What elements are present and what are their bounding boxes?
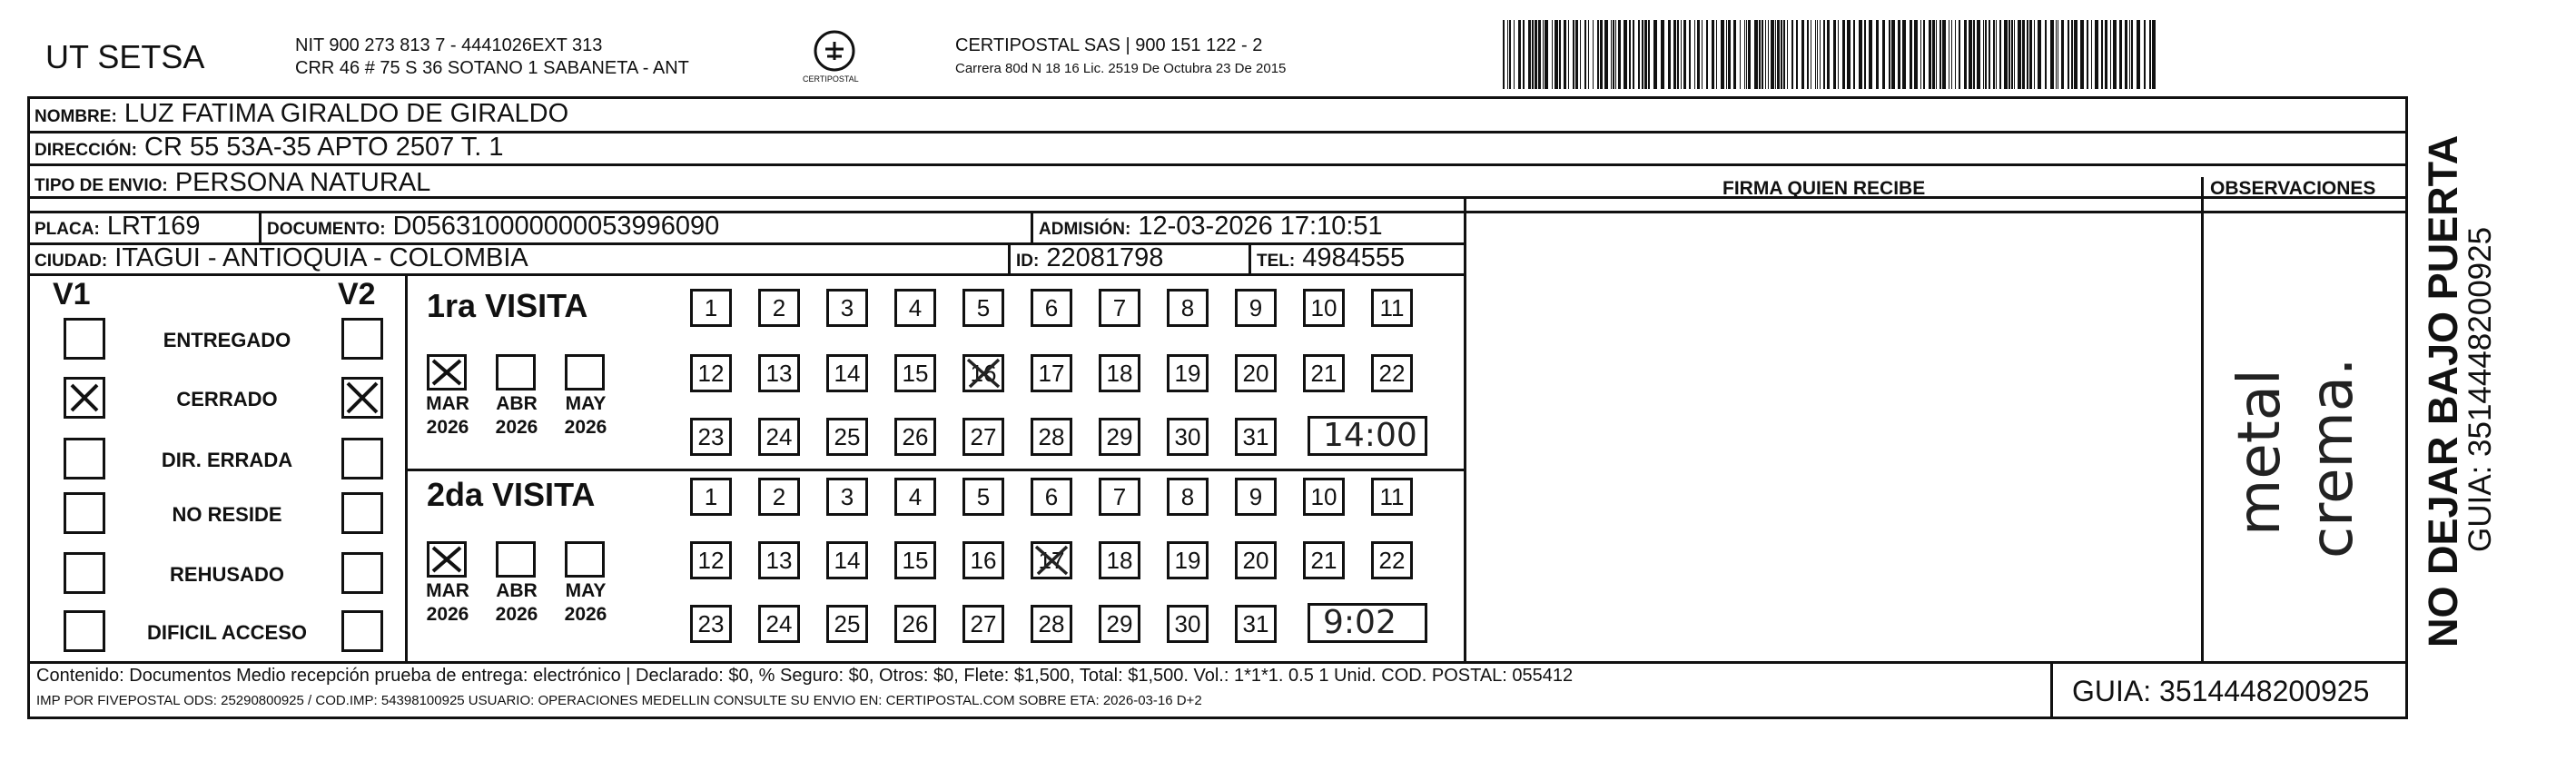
day-box[interactable] [1031,605,1072,643]
day-number: 1 [704,293,718,321]
day-box[interactable] [1235,605,1277,643]
ciudad-cell [35,243,528,273]
certipostal-line: CERTIPOSTAL SAS | 900 151 122 - 2 [955,35,1263,55]
company-nit-block [295,35,689,80]
day-number: 17 [1038,359,1065,387]
day-box[interactable] [690,354,732,392]
visit-time: 14:00 [1323,417,1417,454]
day-number: 4 [908,482,923,510]
day-box[interactable] [758,418,800,456]
month-name: ABR [496,393,538,414]
day-box[interactable] [1031,289,1072,327]
v1-checkbox[interactable] [64,438,105,479]
tipo-envio-row [35,168,430,198]
barcode [1503,20,2157,89]
day-box[interactable] [962,478,1004,516]
month-checkbox[interactable] [565,354,605,390]
admision-value: 12-03-2026 17:10:51 [1138,212,1383,241]
status-label: DIFICIL ACCESO [146,621,307,644]
day-box[interactable] [962,354,1004,392]
id-label: ID: [1016,252,1040,271]
day-number: 21 [1310,546,1337,574]
day-number: 1 [704,482,718,510]
company-name: UT SETSA [45,38,205,75]
direccion-label: DIRECCIÓN: [35,141,137,160]
day-mark-icon [962,354,1004,392]
day-box[interactable] [1167,605,1209,643]
ciudad-label: CIUDAD: [35,252,108,271]
cell-divider [1008,242,1011,273]
day-number: 27 [970,609,997,637]
month-name: MAY [565,393,607,414]
day-box[interactable] [1235,478,1277,516]
day-number: 24 [765,609,793,637]
status-label: NO RESIDE [172,503,282,526]
v2-checkbox[interactable] [341,552,383,594]
month-label [485,392,548,440]
day-box[interactable] [1031,418,1072,456]
month-year: 2026 [564,417,607,438]
day-number: 29 [1106,609,1133,637]
cell-divider [1031,211,1033,242]
day-box[interactable] [894,354,936,392]
day-number: 10 [1310,482,1337,510]
day-box[interactable] [894,289,936,327]
check-mark-icon [66,380,103,416]
day-number: 16 [970,546,997,574]
day-box[interactable] [1235,418,1277,456]
day-number: 8 [1180,293,1195,321]
day-number: 29 [1106,422,1133,450]
v1-header: V1 [53,277,91,311]
documento-cell [267,212,719,242]
status-divider [405,273,408,661]
placa-value: LRT169 [106,212,201,241]
day-number: 14 [834,359,861,387]
day-box[interactable] [894,478,936,516]
day-number: 5 [976,293,991,321]
direccion-row [35,133,504,163]
tel-label: TEL: [1257,252,1296,271]
day-box[interactable] [1371,478,1413,516]
tipo-envio-value: PERSONA NATURAL [174,168,431,197]
day-box[interactable] [894,605,936,643]
day-number: 25 [834,609,861,637]
day-box[interactable] [758,289,800,327]
day-box[interactable] [1303,541,1345,579]
day-number: 23 [697,422,725,450]
admision-cell [1039,212,1383,242]
certipostal-license: Carrera 80d N 18 16 Lic. 2519 De Octubra 23 De 2015 [955,61,1287,76]
day-box[interactable] [690,418,732,456]
day-number: 19 [1174,359,1201,387]
side-guia: GUIA: 3514448200925 [2462,226,2498,552]
day-number: 9 [1249,482,1263,510]
day-box[interactable] [1303,478,1345,516]
logo-caption: CERTIPOSTAL [803,74,859,84]
day-number: 17 [1038,546,1065,574]
day-box[interactable] [690,289,732,327]
handwritten-observation: crema. [2299,357,2366,558]
month-label [416,579,479,627]
day-box[interactable] [1031,541,1072,579]
day-number: 22 [1378,546,1406,574]
tel-cell [1257,243,1405,273]
day-box[interactable] [962,289,1004,327]
month-checkbox[interactable] [496,541,536,578]
day-number: 3 [840,482,854,510]
day-box[interactable] [826,418,868,456]
day-number: 16 [970,359,997,387]
month-checkbox[interactable] [496,354,536,390]
visit-2-title: 2da VISITA [427,476,596,513]
month-year: 2026 [495,604,538,625]
month-checkbox[interactable] [427,354,467,390]
certipostal-logo-icon [813,29,856,73]
nombre-value: LUZ FATIMA GIRALDO DE GIRALDO [123,99,569,128]
day-box[interactable] [1099,354,1140,392]
signature-divider [1464,196,1466,661]
day-number: 3 [840,293,854,321]
observaciones-title: OBSERVACIONES [2210,178,2376,199]
v1-checkbox[interactable] [64,377,105,419]
status-label: REHUSADO [170,563,284,586]
placa-cell [35,212,201,242]
day-number: 30 [1174,609,1201,637]
day-number: 6 [1044,293,1059,321]
check-mark-icon [429,357,464,388]
day-number: 20 [1242,359,1269,387]
tel-value: 4984555 [1302,243,1406,272]
v2-checkbox[interactable] [341,492,383,534]
day-number: 9 [1249,293,1263,321]
v2-checkbox[interactable] [341,610,383,652]
certipostal-block [955,35,1286,80]
row-divider [27,273,1465,276]
day-box[interactable] [1099,478,1140,516]
day-box[interactable] [758,541,800,579]
placa-label: PLACA: [35,220,100,239]
day-box[interactable] [894,418,936,456]
day-box[interactable] [826,478,868,516]
v2-checkbox[interactable] [341,318,383,360]
v1-checkbox[interactable] [64,492,105,534]
v2-checkbox[interactable] [341,377,383,419]
v1-checkbox[interactable] [64,318,105,360]
month-name: MAR [426,580,469,601]
day-box[interactable] [1167,541,1209,579]
day-number: 15 [902,546,929,574]
day-box[interactable] [690,541,732,579]
day-number: 21 [1310,359,1337,387]
v2-checkbox[interactable] [341,438,383,479]
documento-value: D056310000000053996090 [392,212,720,241]
day-box[interactable] [826,605,868,643]
day-number: 12 [697,546,725,574]
cell-divider [1249,242,1251,273]
documento-label: DOCUMENTO: [267,220,386,239]
day-box[interactable] [1235,354,1277,392]
visit-time-box[interactable] [1308,603,1427,643]
day-box[interactable] [690,478,732,516]
day-box[interactable] [1099,605,1140,643]
day-number: 10 [1310,293,1337,321]
month-name: MAY [565,580,607,601]
id-cell [1016,243,1163,273]
month-label [485,579,548,627]
guia-number: GUIA: 3514448200925 [2072,675,2370,707]
direccion-value: CR 55 53A-35 APTO 2507 T. 1 [144,133,504,162]
month-year: 2026 [426,417,469,438]
day-number: 18 [1106,546,1133,574]
month-checkbox[interactable] [427,541,467,578]
month-name: MAR [426,393,469,414]
nombre-row [35,99,568,129]
day-number: 13 [765,546,793,574]
day-number: 24 [765,422,793,450]
day-number: 28 [1038,609,1065,637]
day-box[interactable] [962,418,1004,456]
day-box[interactable] [1031,478,1072,516]
observations-divider [2201,177,2204,661]
day-number: 14 [834,546,861,574]
day-number: 28 [1038,422,1065,450]
month-year: 2026 [564,604,607,625]
day-number: 2 [772,482,786,510]
day-box[interactable] [758,478,800,516]
day-box[interactable] [826,541,868,579]
id-value: 22081798 [1046,243,1164,272]
month-label [554,579,617,627]
day-box[interactable] [1303,354,1345,392]
handwritten-observation: metal [2226,369,2294,536]
nombre-label: NOMBRE: [35,107,117,126]
day-number: 27 [970,422,997,450]
day-box[interactable] [826,289,868,327]
day-number: 11 [1379,482,1405,510]
day-number: 4 [908,293,923,321]
cell-divider [259,211,262,242]
visit-time: 9:02 [1323,604,1397,641]
firma-title: FIRMA QUIEN RECIBE [1722,178,1926,199]
month-checkbox[interactable] [565,541,605,578]
month-name: ABR [496,580,538,601]
day-number: 19 [1174,546,1201,574]
day-box[interactable] [1167,289,1209,327]
day-box[interactable] [826,354,868,392]
day-box[interactable] [1167,418,1209,456]
v2-header: V2 [338,277,376,311]
day-number: 30 [1174,422,1201,450]
day-number: 20 [1242,546,1269,574]
day-box[interactable] [1031,354,1072,392]
day-box[interactable] [758,354,800,392]
day-box[interactable] [1167,354,1209,392]
day-box[interactable] [1099,541,1140,579]
admision-label: ADMISIÓN: [1039,220,1131,239]
day-number: 31 [1242,609,1269,637]
visit-time-box[interactable] [1308,416,1427,456]
day-number: 22 [1378,359,1406,387]
day-number: 25 [834,422,861,450]
check-mark-icon [344,380,380,416]
imp-line: IMP POR FIVEPOSTAL ODS: 25290800925 / COD.IMP: 54398100925 USUARIO: OPERACIONES MEDELLIN CONSULTE SU ENVIO EN: CERTIPOSTAL.COM SOBRE ETA: 2026-03-16 D+2 [36,693,1202,708]
day-number: 13 [765,359,793,387]
check-mark-icon [429,544,464,575]
month-year: 2026 [426,604,469,625]
day-number: 2 [772,293,786,321]
status-label: ENTREGADO [163,329,291,351]
day-box[interactable] [690,605,732,643]
day-box[interactable] [1167,478,1209,516]
v1-checkbox[interactable] [64,610,105,652]
ciudad-value: ITAGUI - ANTIOQUIA - COLOMBIA [114,243,528,272]
day-box[interactable] [1235,289,1277,327]
day-box[interactable] [1099,418,1140,456]
day-number: 23 [697,609,725,637]
visit-1-title: 1ra VISITA [427,287,588,324]
day-number: 8 [1180,482,1195,510]
contents-line: Contenido: Documentos Medio recepción prueba de entrega: electrónico | Declarado: $0, % Seguro: $0, Otros: $0, Flete: $1,500, Total: $1,500. Vol.: 1*1*1. 0.5 1 Unid. COD. POSTAL: 055412 [36,666,1574,686]
month-year: 2026 [495,417,538,438]
day-number: 5 [976,482,991,510]
day-number: 7 [1112,482,1127,510]
day-box[interactable] [894,541,936,579]
day-number: 26 [902,609,929,637]
day-box[interactable] [758,605,800,643]
nit-line: NIT 900 273 813 7 - 4441026EXT 313 [295,35,603,55]
day-mark-icon [1031,541,1072,579]
day-box[interactable] [1235,541,1277,579]
day-box[interactable] [962,605,1004,643]
day-number: 18 [1106,359,1133,387]
row-divider [27,163,2408,166]
status-label: DIR. ERRADA [161,449,293,471]
day-number: 26 [902,422,929,450]
status-label: CERRADO [176,388,278,410]
no-dejar-warning: NO DEJAR BAJO PUERTA [2420,134,2466,647]
day-number: 12 [697,359,725,387]
visit-divider [405,469,1465,471]
v1-checkbox[interactable] [64,552,105,594]
day-box[interactable] [1371,354,1413,392]
tipo-envio-label: TIPO DE ENVIO: [35,176,168,195]
company-address: CRR 46 # 75 S 36 SOTANO 1 SABANETA - ANT [295,58,689,78]
month-label [416,392,479,440]
day-number: 6 [1044,482,1059,510]
day-box[interactable] [1371,541,1413,579]
day-number: 15 [902,359,929,387]
day-box[interactable] [1099,289,1140,327]
day-box[interactable] [962,541,1004,579]
day-box[interactable] [1371,289,1413,327]
day-number: 31 [1242,422,1269,450]
day-number: 11 [1379,293,1405,321]
month-label [554,392,617,440]
day-number: 7 [1112,293,1127,321]
day-box[interactable] [1303,289,1345,327]
